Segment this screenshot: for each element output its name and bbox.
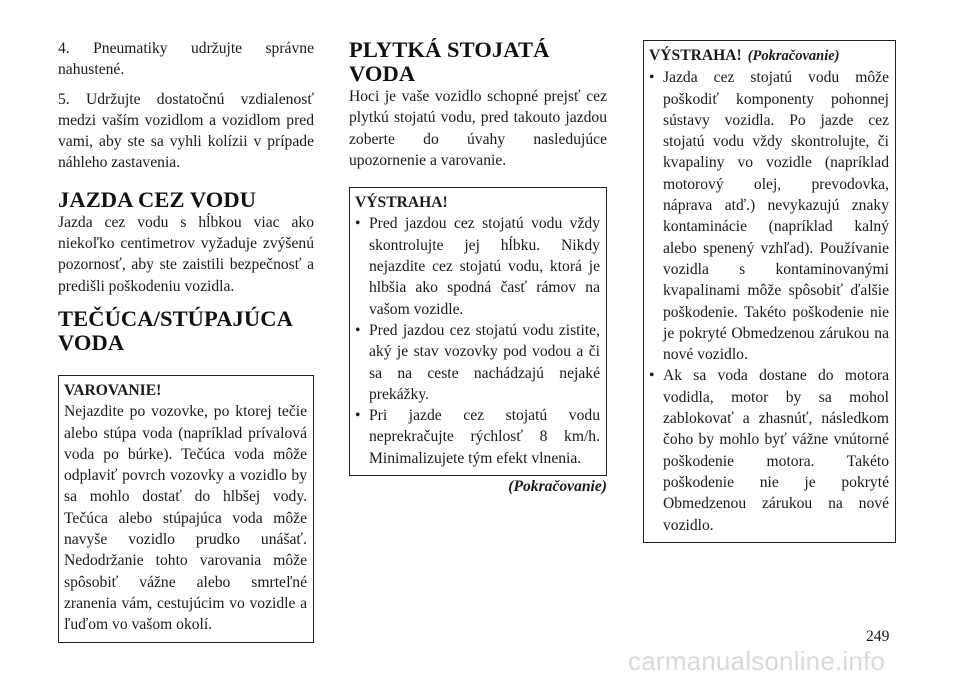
caution-box-standing-water <box>349 187 607 476</box>
page-number: 249 <box>866 628 890 645</box>
paragraph-distance: 5. Udržujte dostatočnú vzdialenosť medzi vaším vozidlom a vozidlom pred vami, aby ste sa vyhli kolízii v prípade náhleho zastavenia. <box>58 90 314 172</box>
bullet-icon: • <box>355 321 361 339</box>
caution-list-continued <box>649 67 889 536</box>
warning-title: VAROVANIE! <box>64 381 162 399</box>
heading-flowing-water: TEČÚCA/STÚPAJÚCA VODA <box>58 305 292 355</box>
column-middle <box>349 38 607 496</box>
continued-label: (Pokračovanie) <box>508 478 607 496</box>
paragraph-tires: 4. Pneumatiky udržujte správne nahustené. <box>58 40 314 79</box>
bullet-icon: • <box>355 215 361 233</box>
warning-box-flowing-water <box>58 375 314 643</box>
paragraph-shallow-water: Hoci je vaše vozidlo schopné prejsť cez plytkú stojatú vodu, pred takouto jazdou zoberte do úvahy nasledujúce upozornenie a varovanie. <box>349 88 607 169</box>
caution-title-continued: VÝSTRAHA! (Pokračovanie) <box>649 47 840 64</box>
column-left <box>58 38 314 643</box>
list-item: • Pri jazde cez stojatú vodu neprekračujte rýchlosť 8 km/h. Minimalizujete tým efekt vlnenia. <box>355 407 600 467</box>
caution-title: VÝSTRAHA! <box>355 194 448 212</box>
list-item: • Pred jazdou cez stojatú vodu zistite, aký je stav vozovky pod vodou a či sa na ceste nachádzajú nejaké prekážky. <box>355 321 600 403</box>
bullet-icon: • <box>649 69 655 87</box>
column-right <box>643 40 896 543</box>
bullet-icon: • <box>649 367 655 385</box>
paragraph-driving-through-water: Jazda cez vodu s hĺbkou viac ako niekoľko centimetrov vyžaduje zvýšenú pozornosť, aby ste zaistili bezpečnosť a predišli poškodeniu vozidla. <box>58 213 314 295</box>
heading-driving-through-water: JAZDA CEZ VODU <box>58 186 257 212</box>
caution-list <box>355 213 600 469</box>
list-item: • Pred jazdou cez stojatú vodu vždy skontrolujte jej hĺbku. Nikdy nejazdite cez stojatú vodu, ktorá je hlbšia ako spodná časť rámov na vašom vozidle. <box>355 215 600 318</box>
watermark: carmanualsonline.info <box>628 646 886 676</box>
list-item: • Jazda cez stojatú vodu môže poškodiť komponenty pohonnej sústavy vozidla. Po jazde cez stojatú vodu vždy skontrolujte, či kvapaliny vo vozidle (napríklad motorový olej, prevodovka, náprava atď.) nevykazujú znaky kontaminácie (napríklad kalný alebo spenený vzhľad). Používanie vozidla s kontaminovanými kvapalinami môže spôsobiť ďalšie poškodenie. Takéto poškodenie nie je pokryté Obmedzenou zárukou na nové vozidlo. <box>649 69 889 364</box>
bullet-icon: • <box>355 407 361 425</box>
list-item: • Ak sa voda dostane do motora vodidla, motor by sa mohol zablokovať a zhasnúť, následkom čoho by mohlo byť vážne vnútorné poškodenie motora. Takéto poškodenie nie je pokryté Obmedzenou zárukou na nové vozidlo. <box>649 367 889 534</box>
caution-box-continued <box>643 40 896 543</box>
heading-shallow-standing-water: PLYTKÁ STOJATÁ VODA <box>349 37 550 86</box>
warning-text: Nejazdite po vozovke, po ktorej tečie alebo stúpa voda (napríklad prívalová voda po búrke). Tečúca voda môže odplaviť povrch vozovky a vozidlo by sa mohlo dostať do hlbšej vody. Tečúca alebo stúpajúca voda môže navyše vozidlo prudko unášať. Nedodržanie tohto varovania môže spôsobiť vážne alebo smrteľné zranenia vám, cestujúcim vo vozidle a ľuďom vo vašom okolí. <box>64 403 307 634</box>
continued-tag: (Pokračovanie) <box>747 48 840 64</box>
